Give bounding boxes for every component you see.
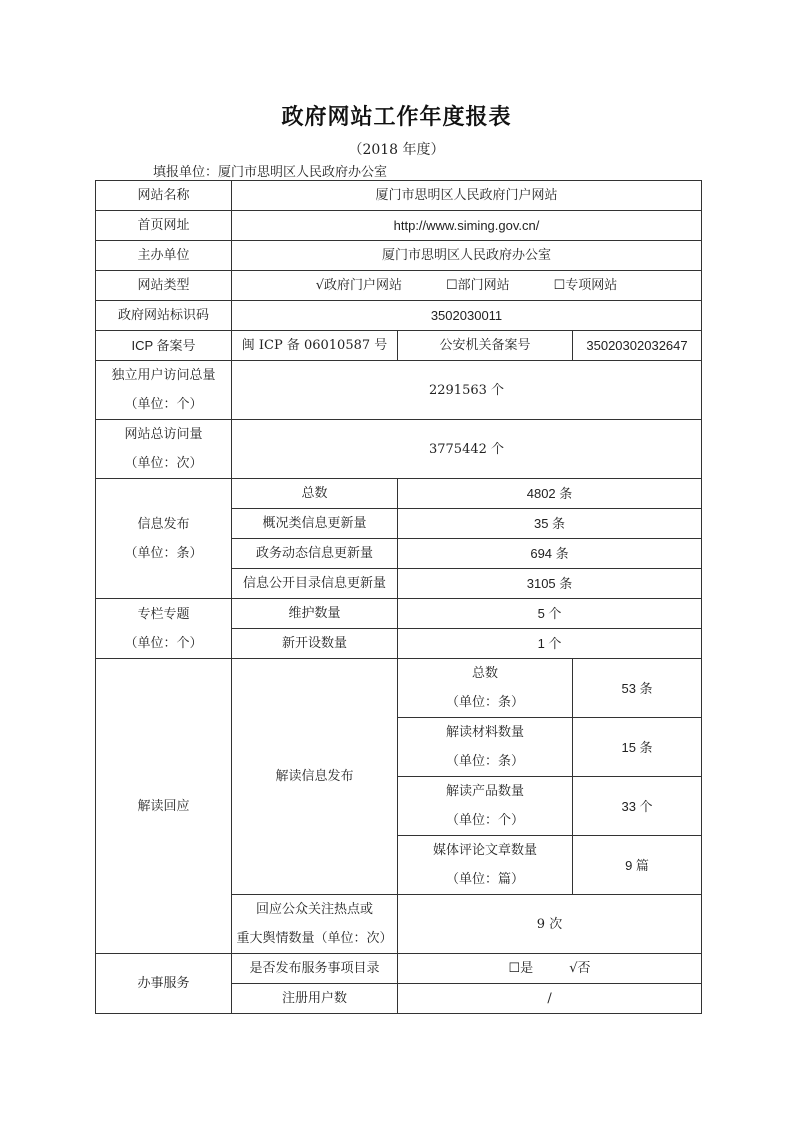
service-users-value: / bbox=[398, 984, 702, 1014]
option-portal-checked: √政府门户网站 bbox=[315, 278, 402, 293]
report-year: （2018 年度） bbox=[348, 142, 445, 158]
row-site-id bbox=[96, 301, 702, 331]
site-type-label: 网站类型 bbox=[96, 271, 232, 301]
site-type-options bbox=[232, 271, 702, 301]
row-info-total bbox=[96, 479, 702, 509]
site-name-label: 网站名称 bbox=[96, 181, 232, 211]
interpret-media-label bbox=[398, 836, 573, 895]
report-table bbox=[95, 180, 702, 1014]
police-record-value: 35020302032647 bbox=[573, 331, 702, 361]
info-overview-label: 概况类信息更新量 bbox=[232, 509, 398, 539]
columns-new-value: 1 个 bbox=[398, 629, 702, 659]
interpret-total-unit: （单位：条） bbox=[445, 695, 524, 710]
info-disclosure-value: 3105 条 bbox=[398, 569, 702, 599]
interpret-product-title: 解读产品数量 bbox=[445, 784, 524, 799]
catalog-option-yes: ☐是 bbox=[508, 961, 534, 976]
site-id-value: 3502030011 bbox=[232, 301, 702, 331]
total-visits-unit: （单位：次） bbox=[124, 456, 203, 471]
police-record-label: 公安机关备案号 bbox=[398, 331, 573, 361]
columns-new-label: 新开设数量 bbox=[232, 629, 398, 659]
interpret-response-line2: 重大舆情数量（单位：次） bbox=[236, 931, 393, 946]
service-users-label: 注册用户数 bbox=[232, 984, 398, 1014]
interpret-response-label bbox=[232, 895, 398, 954]
info-disclosure-label: 信息公开目录信息更新量 bbox=[232, 569, 398, 599]
info-release-title: 信息发布 bbox=[137, 516, 190, 532]
row-service-catalog bbox=[96, 954, 702, 984]
interpret-media-value: 9 篇 bbox=[573, 836, 702, 895]
interpret-total-label bbox=[398, 659, 573, 718]
interpret-total-title: 总数 bbox=[471, 666, 498, 681]
unique-visitors-title: 独立用户访问总量 bbox=[111, 368, 216, 383]
interpret-response-value: 9 次 bbox=[398, 895, 702, 954]
interpret-material-unit: （单位：条） bbox=[445, 754, 524, 769]
interpret-label: 解读回应 bbox=[96, 659, 232, 954]
service-label: 办事服务 bbox=[96, 954, 232, 1014]
interpret-product-unit: （单位：个） bbox=[445, 813, 524, 828]
interpret-material-label bbox=[398, 718, 573, 777]
total-visits-title: 网站总访问量 bbox=[124, 427, 203, 442]
row-total-visits bbox=[96, 420, 702, 479]
interpret-media-title: 媒体评论文章数量 bbox=[432, 843, 537, 858]
row-icp bbox=[96, 331, 702, 361]
service-catalog-label: 是否发布服务事项目录 bbox=[232, 954, 398, 984]
interpret-product-label bbox=[398, 777, 573, 836]
interpret-response-line1: 回应公众关注热点或 bbox=[255, 902, 373, 917]
columns-maintain-label: 维护数量 bbox=[232, 599, 398, 629]
interpret-product-value: 33 个 bbox=[573, 777, 702, 836]
row-columns-maintain bbox=[96, 599, 702, 629]
catalog-option-no-checked: √否 bbox=[569, 961, 591, 976]
total-visits-label bbox=[96, 420, 232, 479]
site-name-value: 厦门市思明区人民政府门户网站 bbox=[232, 181, 702, 211]
icp-value: 闽 ICP 备 06010587 号 bbox=[232, 331, 398, 361]
icp-label: ICP 备案号 bbox=[96, 331, 232, 361]
total-visits-value: 3775442 个 bbox=[232, 420, 702, 479]
columns-label bbox=[96, 599, 232, 659]
row-sponsor bbox=[96, 241, 702, 271]
info-affairs-label: 政务动态信息更新量 bbox=[232, 539, 398, 569]
row-site-name bbox=[96, 181, 702, 211]
homepage-label: 首页网址 bbox=[96, 211, 232, 241]
info-release-label bbox=[96, 479, 232, 599]
info-total-value: 4802 条 bbox=[398, 479, 702, 509]
info-overview-value: 35 条 bbox=[398, 509, 702, 539]
option-department: ☐部门网站 bbox=[446, 278, 510, 293]
unique-visitors-label bbox=[96, 361, 232, 420]
unique-visitors-value: 2291563 个 bbox=[232, 361, 702, 420]
unique-visitors-unit: （单位：个） bbox=[124, 397, 203, 412]
info-total-label: 总数 bbox=[232, 479, 398, 509]
row-homepage bbox=[96, 211, 702, 241]
info-affairs-value: 694 条 bbox=[398, 539, 702, 569]
sponsor-value: 厦门市思明区人民政府办公室 bbox=[232, 241, 702, 271]
columns-maintain-value: 5 个 bbox=[398, 599, 702, 629]
interpret-media-unit: （单位：篇） bbox=[445, 872, 524, 887]
reporting-unit: 填报单位：厦门市思明区人民政府办公室 bbox=[153, 165, 388, 180]
row-site-type bbox=[96, 271, 702, 301]
row-interpret-total bbox=[96, 659, 702, 718]
interpret-material-value: 15 条 bbox=[573, 718, 702, 777]
sponsor-label: 主办单位 bbox=[96, 241, 232, 271]
homepage-url: http://www.siming.gov.cn/ bbox=[232, 211, 702, 241]
interpret-total-value: 53 条 bbox=[573, 659, 702, 718]
interpret-material-title: 解读材料数量 bbox=[445, 725, 524, 740]
interpret-release-label: 解读信息发布 bbox=[232, 659, 398, 895]
row-unique-visitors bbox=[96, 361, 702, 420]
option-special: ☐专项网站 bbox=[553, 278, 618, 293]
site-id-label: 政府网站标识码 bbox=[96, 301, 232, 331]
page-title: 政府网站工作年度报表 bbox=[281, 105, 512, 130]
columns-title: 专栏专题 bbox=[137, 606, 190, 622]
info-release-unit: （单位：条） bbox=[124, 545, 203, 561]
service-catalog-options bbox=[398, 954, 702, 984]
columns-unit: （单位：个） bbox=[124, 635, 203, 651]
